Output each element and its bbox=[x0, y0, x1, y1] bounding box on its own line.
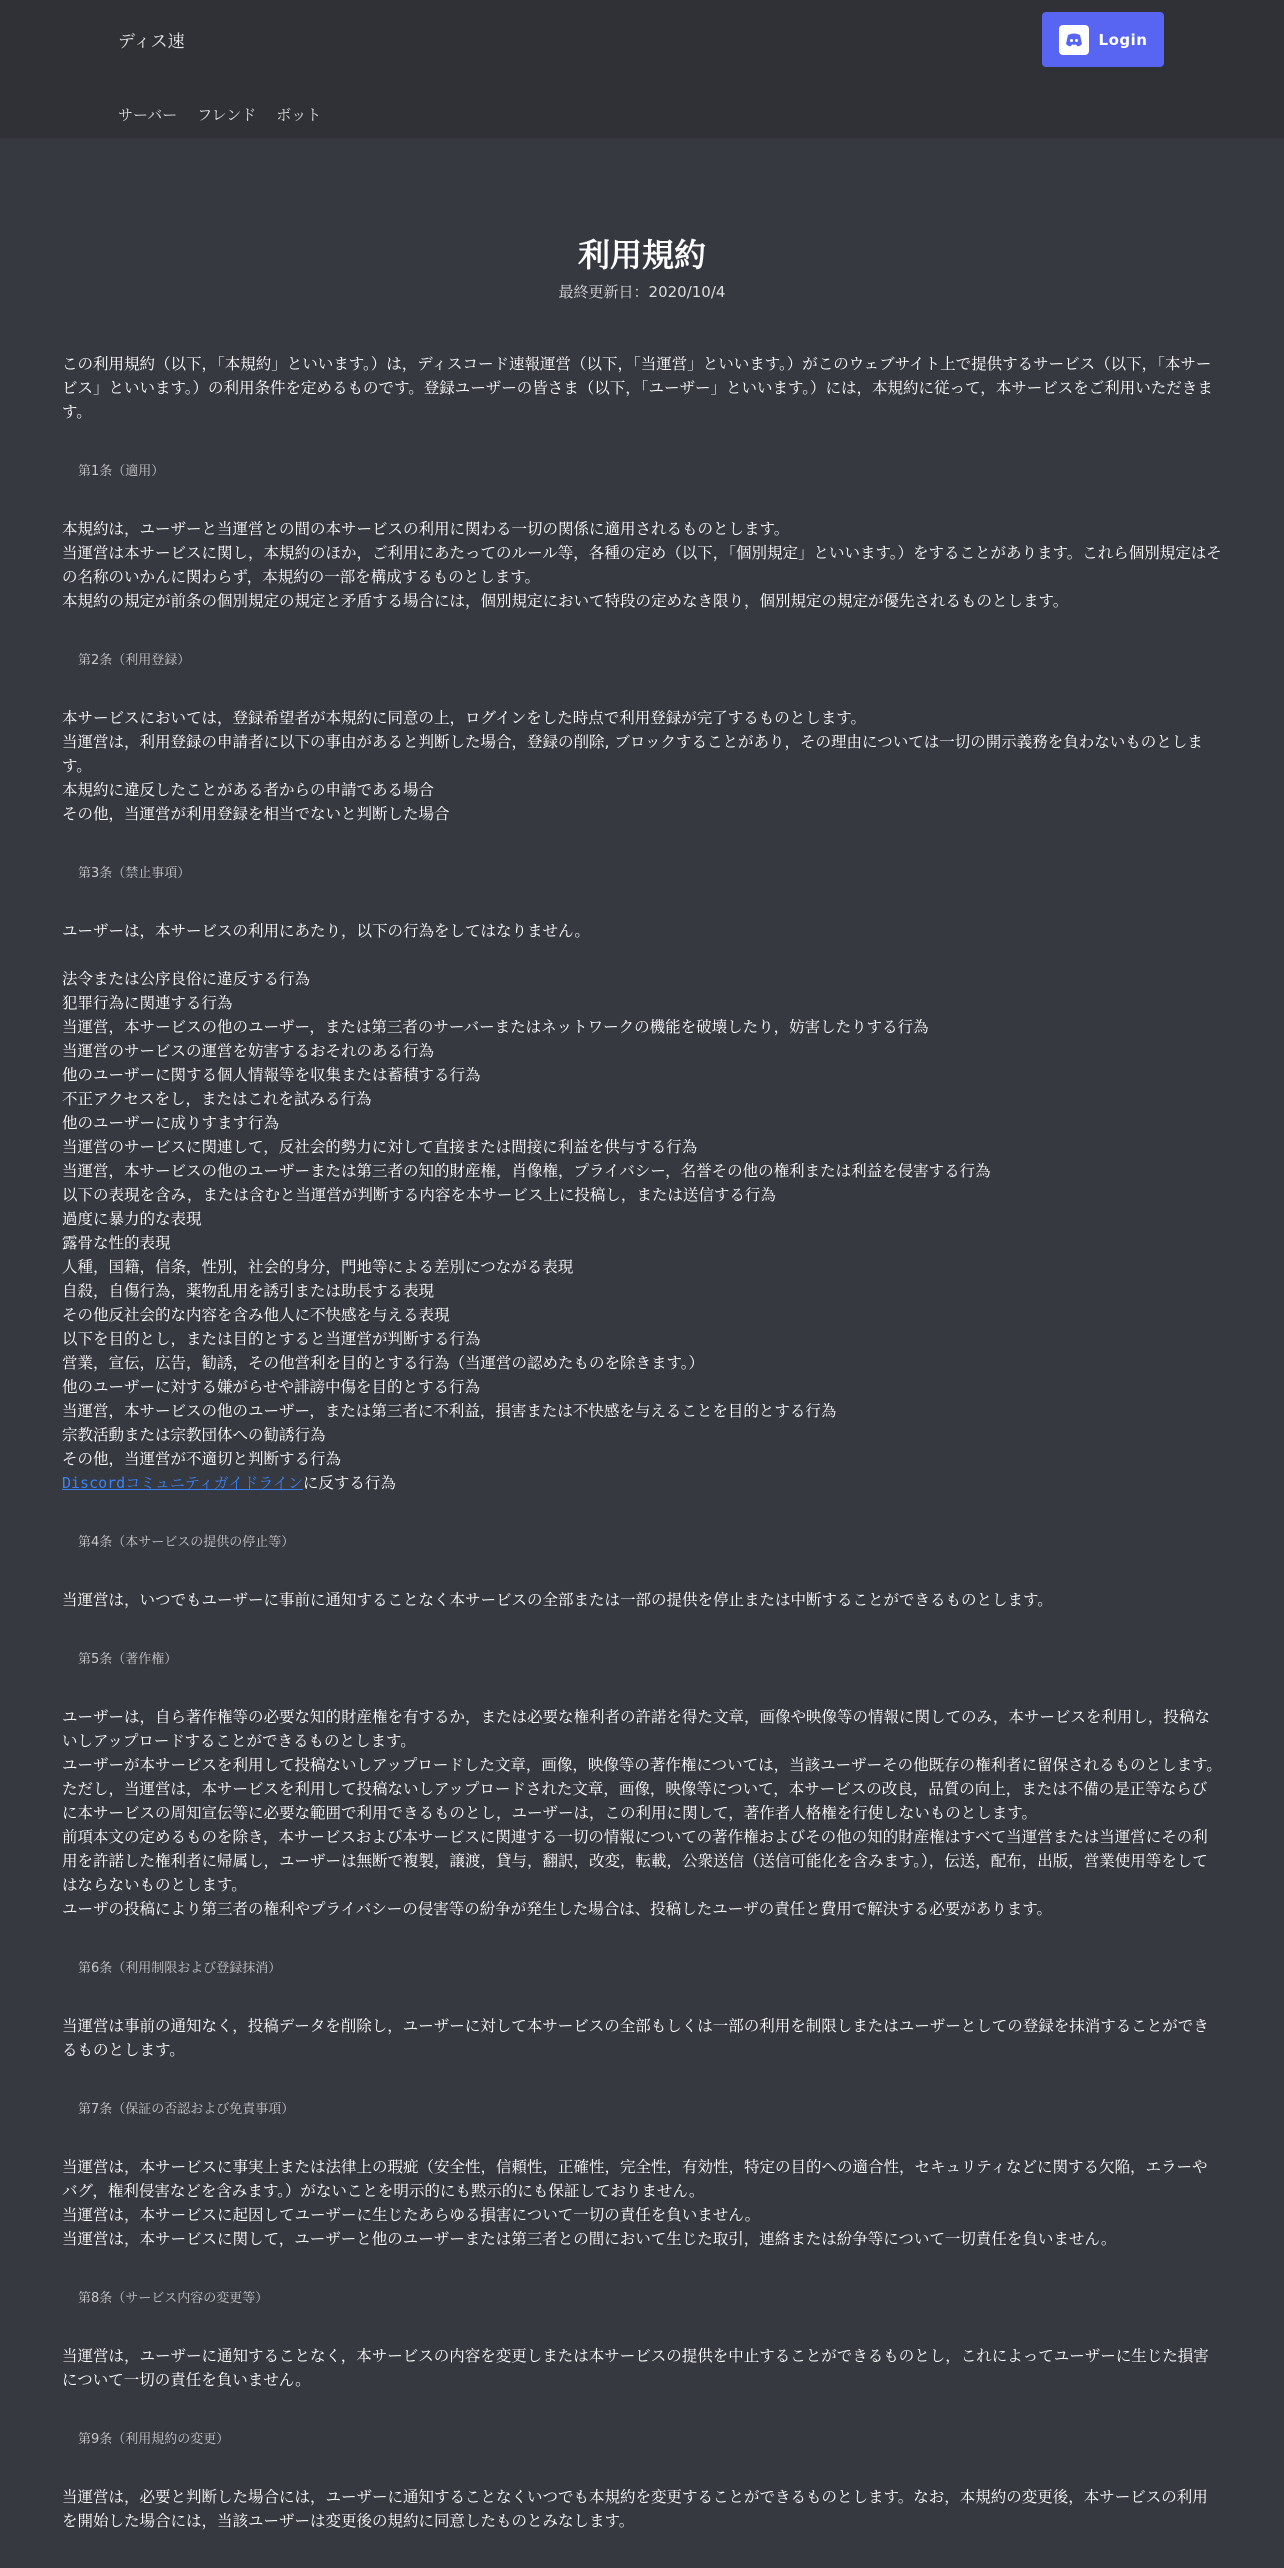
section-line: 本サービスにおいては，登録希望者が本規約に同意の上，ログインをした時点で利用登録が完了するものとします。 bbox=[62, 709, 866, 728]
section-line: 犯罪行為に関連する行為 bbox=[62, 994, 233, 1013]
section-line: 露骨な性的表現 bbox=[62, 1234, 171, 1253]
section-line: ユーザーが本サービスを利用して投稿ないしアップロードした文章，画像，映像等の著作権については，当該ユーザーその他既存の権利者に留保されるものとします。 bbox=[62, 1756, 1222, 1775]
section-line: 以下を目的とし，または目的とすると当運営が判断する行為 bbox=[62, 1330, 481, 1349]
page-title: 利用規約 bbox=[577, 236, 706, 274]
section-line: 当運営のサービスの運営を妨害するおそれのある行為 bbox=[62, 1042, 435, 1061]
section-line: 過度に暴力的な表現 bbox=[62, 1210, 202, 1229]
section-line: 法令または公序良俗に違反する行為 bbox=[62, 970, 311, 989]
section-line: 当運営，本サービスの他のユーザーまたは第三者の知的財産権，肖像権，プライバシー，名誉その他の権利または利益を侵害する行為 bbox=[62, 1162, 991, 1181]
section-line: 本規約は，ユーザーと当運営との間の本サービスの利用に関わる一切の関係に適用されるものとします。 bbox=[62, 520, 790, 539]
section-line: 前項本文の定めるものを除き，本サービスおよび本サービスに関連する一切の情報についての著作権およびその他の知的財産権はすべて当運営または当運営にその利用を許諾した権利者に帰属し，ユーザーは無断で複製，譲渡，貸与，翻訳，改変，転載，公衆送信（送信可能化を含みます。），伝送，配布，出版，営業使用等をしてはならないものとします。 bbox=[62, 1828, 1208, 1895]
section-line: 当運営は，必要と判断した場合には，ユーザーに通知することなくいつでも本規約を変更することができるものとします。なお，本規約の変更後，本サービスの利用を開始した場合には，当該ユーザーは変更後の規約に同意したものとみなします。 bbox=[62, 2488, 1208, 2531]
section-line: 当運営は，本サービスに起因してユーザーに生じたあらゆる損害について一切の責任を負いません。 bbox=[62, 2206, 761, 2225]
site-brand[interactable]: ディス速 bbox=[118, 32, 185, 52]
nav-item-bots[interactable]: ボット bbox=[276, 106, 322, 124]
discord-icon bbox=[1059, 25, 1089, 55]
section-line: 当運営は，利用登録の申請者に以下の事由があると判断した場合，登録の削除, ブロックすることがあり，その理由については一切の開示義務を負わないものとします。 bbox=[62, 733, 1203, 776]
section-title: 第4条（本サービスの提供の停止等） bbox=[78, 1535, 295, 1551]
section-line: 当運営は，いつでもユーザーに事前に通知することなく本サービスの全部または一部の提供を停止または中断することができるものとします。 bbox=[62, 1591, 1053, 1610]
section-line: 他のユーザーに成りすます行為 bbox=[62, 1114, 280, 1133]
section-line: その他，当運営が利用登録を相当でないと判断した場合 bbox=[62, 805, 450, 824]
section-line: ユーザの投稿により第三者の権利やプライバシーの侵害等の紛争が発生した場合は、投稿したユーザの責任と費用で解決する必要があります。 bbox=[62, 1900, 1052, 1919]
section-line: 営業，宣伝，広告，勧誘，その他営利を目的とする行為（当運営の認めたものを除きます。） bbox=[62, 1354, 705, 1373]
section-title: 第5条（著作権） bbox=[78, 1652, 178, 1668]
section-title: 第3条（禁止事項） bbox=[78, 866, 191, 882]
section-line: 当運営は事前の通知なく，投稿データを削除し，ユーザーに対して本サービスの全部もしくは一部の利用を制限しまたはユーザーとしての登録を抹消することができるものとします。 bbox=[62, 2017, 1209, 2060]
section-line: ただし，当運営は，本サービスを利用して投稿ないしアップロードされた文章，画像，映像等について，本サービスの改良，品質の向上，または不備の是正等ならびに本サービスの周知宣伝等に必要な範囲で利用できるものとし，ユーザーは，この利用に関して，著作者人格権を行使しないものとします。 bbox=[62, 1780, 1208, 1823]
spacer bbox=[62, 943, 1222, 967]
section-line: 本規約の規定が前条の個別規定の規定と矛盾する場合には，個別規定において特段の定めなき限り，個別規定の規定が優先されるものとします。 bbox=[62, 592, 1069, 611]
top-header bbox=[0, 0, 1284, 138]
section-line: その他，当運営が不適切と判断する行為 bbox=[62, 1450, 342, 1469]
section-line: 当運営，本サービスの他のユーザー，または第三者に不利益，損害または不快感を与えることを目的とする行為 bbox=[62, 1402, 837, 1421]
section-title: 第6条（利用制限および登録抹消） bbox=[78, 1961, 282, 1977]
section-line: 当運営のサービスに関連して，反社会的勢力に対して直接または間接に利益を供与する行為 bbox=[62, 1138, 698, 1157]
section-line: 不正アクセスをし，またはこれを試みる行為 bbox=[62, 1090, 372, 1109]
section-title: 第9条（利用規約の変更） bbox=[78, 2432, 230, 2448]
section-line: 当運営は，ユーザーに通知することなく，本サービスの内容を変更しまたは本サービスの提供を中止することができるものとし，これによってユーザーに生じた損害について一切の責任を負いません。 bbox=[62, 2347, 1209, 2390]
link-suffix: に反する行為 bbox=[302, 1474, 396, 1493]
terms-content bbox=[0, 236, 1284, 2533]
section-line: ユーザーは，自ら著作権等の必要な知的財産権を有するか，または必要な権利者の許諾を得た文章，画像や映像等の情報に関してのみ，本サービスを利用し，投稿ないしアップロードすることができるものとします。 bbox=[62, 1708, 1210, 1751]
sections-container bbox=[62, 460, 1222, 2533]
nav-item-servers[interactable]: サーバー bbox=[118, 106, 178, 124]
login-button[interactable] bbox=[1042, 12, 1164, 67]
login-label: Login bbox=[1098, 30, 1148, 49]
section-title: 第7条（保証の否認および免責事項） bbox=[78, 2102, 295, 2118]
main-nav bbox=[118, 104, 321, 125]
section-line: 自殺，自傷行為，薬物乱用を誘引または助長する表現 bbox=[62, 1282, 435, 1301]
section-title: 第2条（利用登録） bbox=[78, 653, 191, 669]
section-line: ユーザーは，本サービスの利用にあたり，以下の行為をしてはなりません。 bbox=[62, 922, 590, 941]
section-line: 他のユーザーに関する個人情報等を収集または蓄積する行為 bbox=[62, 1066, 481, 1085]
section-line: 人種，国籍，信条，性別，社会的身分，門地等による差別につながる表現 bbox=[62, 1258, 574, 1277]
section-line: 以下の表現を含み，または含むと当運営が判断する内容を本サービス上に投稿し，または送信する行為 bbox=[62, 1186, 776, 1205]
section-line: その他反社会的な内容を含み他人に不快感を与える表現 bbox=[62, 1306, 450, 1325]
section-line bbox=[62, 1471, 1222, 1495]
section-line: 他のユーザーに対する嫌がらせや誹謗中傷を目的とする行為 bbox=[62, 1378, 481, 1397]
section-line: 宗教活動または宗教団体への勧誘行為 bbox=[62, 1426, 326, 1445]
section-title: 第8条（サービス内容の変更等） bbox=[78, 2291, 269, 2307]
section-line: 当運営は，本サービスに事実上または法律上の瑕疵（安全性，信頼性，正確性，完全性，有効性，特定の目的への適合性，セキュリティなどに関する欠陥，エラーやバグ，権利侵害などを含みます。）がないことを明示的にも黙示的にも保証しておりません。 bbox=[62, 2158, 1208, 2201]
section-line: 当運営は，本サービスに関して，ユーザーと他のユーザーまたは第三者との間において生じた取引，連絡または紛争等について一切責任を負いません。 bbox=[62, 2230, 1117, 2249]
section-title: 第1条（適用） bbox=[78, 464, 165, 480]
section-line: 当運営，本サービスの他のユーザー，または第三者のサーバーまたはネットワークの機能を破壊したり，妨害したりする行為 bbox=[62, 1018, 929, 1037]
section-line: 当運営は本サービスに関し，本規約のほか，ご利用にあたってのルール等，各種の定め（以下，「個別規定」といいます。）をすることがあります。これら個別規定はその名称のいかんに関わらず，本規約の一部を構成するものとします。 bbox=[62, 544, 1222, 587]
section-line: 本規約に違反したことがある者からの申請である場合 bbox=[62, 781, 435, 800]
intro-paragraph: この利用規約（以下，「本規約」といいます。）は，ディスコード速報運営（以下，「当運営」といいます。）がこのウェブサイト上で提供するサービス（以下，「本サービス」といいます。）の利用条件を定めるものです。登録ユーザーの皆さま（以下，「ユーザー」といいます。）には，本規約に従って，本サービスをご利用いただきます。 bbox=[62, 355, 1213, 422]
last-updated: 最終更新日：2020/10/4 bbox=[558, 283, 726, 302]
nav-item-friends[interactable]: フレンド bbox=[197, 106, 257, 124]
guideline-link[interactable]: Discordコミュニティガイドライン bbox=[62, 1474, 303, 1493]
